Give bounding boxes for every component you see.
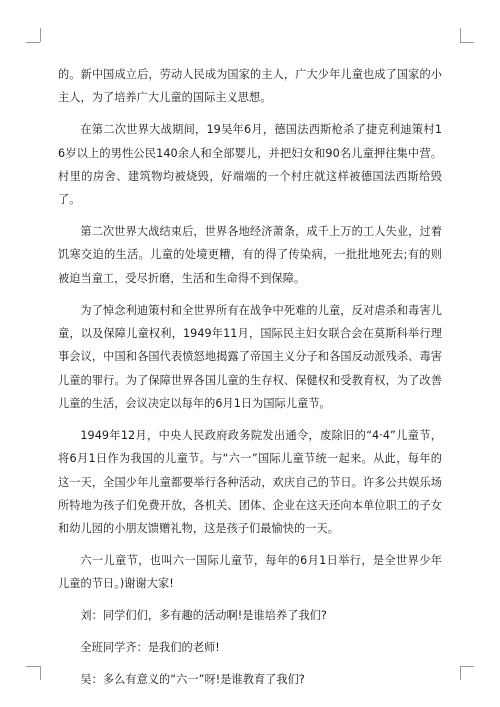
paragraph: 第二次世界大战结束后，世界各地经济萧条，成千上万的工人失业，过着饥寒交迫的生活。儿童的处境更糟，有的得了传染病，一批批地死去;有的则被迫当童工，受尽折磨，生活和生命得不到保障。: [58, 225, 442, 285]
paragraph: 1949年12月，中央人民政府政务院发出通令，废除旧的“4·4”儿童节，将6月1日作为我国的儿童节。与“六一”国际儿童节统一起来。从此，每年的这一天，全国少年儿童都要举行各种活动，欢庆自己的节日。许多公共娱乐场所特地为孩子们免费开放，各机关、团体、企业在这天还向本单位职工的子女和幼儿园的小朋友馈赠礼物，这是孩子们最愉快的一天。: [58, 428, 442, 536]
paragraph: 为了悼念利迪策村和全世界所有在战争中死难的儿童，反对虐杀和毒害儿童，以及保障儿童权利，1949年11月，国际民主妇女联合会在莫斯科举行理事会议，中国和各国代表愤怒地揭露了帝国主义分子和各国反动派残杀、毒害儿童的罪行。为了保障世界各国儿童的生存权、保健权和受教育权，为了改善儿童的生活，会议决定以每年的6月1日为国际儿童节。: [58, 303, 442, 410]
dialogue-line: 刘：同学们们，多有趣的活动啊!是谁培养了我们?: [80, 609, 327, 623]
corner-mark-top-left: [26, 42, 40, 43]
paragraph: 在第二次世界大战期间，19吴年6月，德国法西斯枪杀了捷克利迪策村16岁以上的男性公民140余人和全部婴儿，并把妇女和90名儿童押往集中营。村里的房舍、建筑物均被烧毁，好端端的一个村庄就这样被德国法西斯给毁了。: [58, 123, 442, 207]
corner-mark-bottom-left: [26, 666, 40, 667]
paragraph: 的。新中国成立后，劳动人民成为国家的主人，广大少年儿童也成了国家的小主人，为了培养广大儿童的国际主义思想。: [58, 68, 442, 105]
corner-mark-bottom-left: [40, 666, 41, 680]
corner-mark-top-right: [460, 42, 474, 43]
dialogue-line: 吴：多么有意义的“六一”呀!是谁教育了我们?: [80, 673, 305, 687]
corner-mark-bottom-right: [460, 666, 461, 680]
document-body: [58, 63, 442, 692]
corner-mark-bottom-right: [460, 666, 474, 667]
dialogue-line: 全班同学齐：是我们的老师!: [80, 641, 220, 655]
paragraph: 六一儿童节，也叫六一国际儿童节，每年的6月1日举行，是全世界少年儿童的节日。)谢谢大家!: [58, 554, 442, 591]
corner-mark-top-left: [40, 28, 41, 42]
corner-mark-top-right: [460, 28, 461, 42]
